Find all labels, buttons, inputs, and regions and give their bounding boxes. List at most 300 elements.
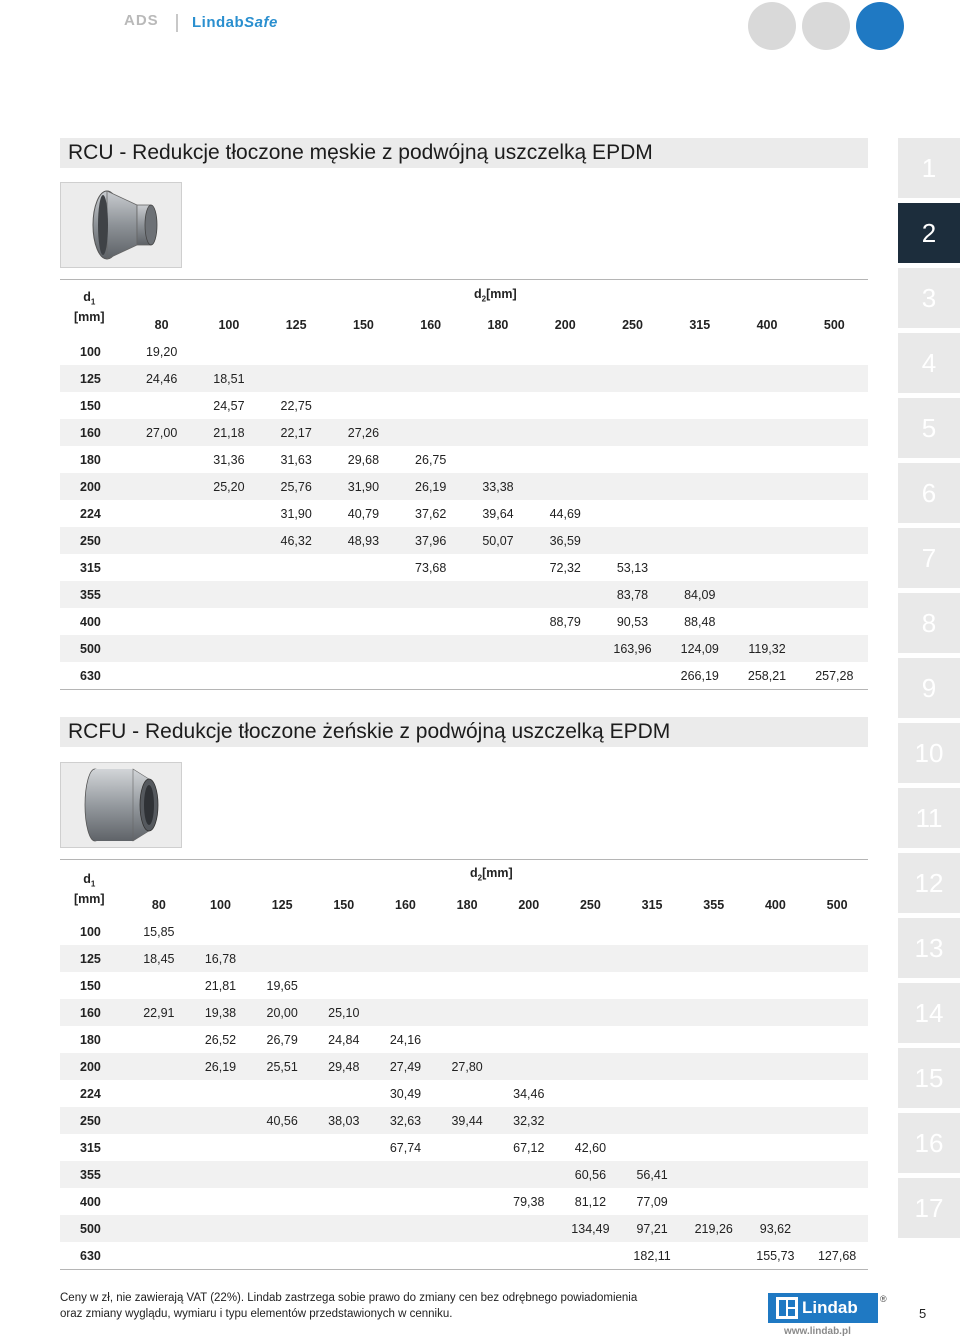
price-cell (195, 338, 262, 365)
price-cell (801, 473, 868, 500)
price-table-rcfu (60, 859, 868, 1270)
price-cell: 26,52 (204, 1032, 237, 1047)
price-cell (263, 635, 330, 662)
price-cell (128, 392, 195, 419)
price-cell (436, 945, 498, 972)
row-header: 355 (60, 1161, 128, 1188)
row-header: 400 (80, 614, 101, 629)
product-photo-rcu (60, 182, 182, 268)
tab-7[interactable]: 7 (898, 528, 960, 588)
price-cell (801, 635, 868, 662)
price-cell (375, 999, 437, 1026)
row-header: 180 (80, 452, 101, 467)
price-cell (801, 608, 868, 635)
price-cell: 22,17 (263, 419, 330, 446)
price-cell (666, 419, 733, 446)
price-cell (128, 1026, 190, 1053)
price-cell: 26,19 (397, 473, 464, 500)
column-header: 100 (210, 898, 231, 912)
price-cell (683, 1080, 745, 1107)
tab-11[interactable]: 11 (898, 788, 960, 848)
table-row (60, 554, 868, 581)
lindab-logo (768, 1293, 878, 1323)
column-header: 125 (271, 898, 293, 912)
price-cell: 36,59 (532, 527, 599, 554)
table-row (60, 1134, 868, 1161)
price-cell (621, 1053, 683, 1080)
price-cell (436, 1026, 498, 1053)
website-url: www.lindab.pl (784, 1326, 851, 1337)
header-brand (192, 14, 278, 31)
price-cell: 26,19 (190, 1053, 252, 1080)
price-cell (666, 392, 733, 419)
price-cell (263, 554, 330, 581)
price-cell (397, 581, 464, 608)
row-header: 224 (80, 506, 101, 521)
price-cell: 25,10 (313, 999, 375, 1026)
price-cell (190, 1242, 252, 1270)
price-cell (666, 446, 733, 473)
price-cell (560, 1080, 622, 1107)
column-header: 315 (689, 318, 711, 332)
price-cell: 26,79 (266, 1032, 298, 1047)
price-cell (806, 1134, 868, 1161)
tab-1[interactable]: 1 (898, 138, 960, 198)
price-cell: 81,12 (574, 1194, 607, 1209)
column-header: 400 (756, 318, 778, 332)
price-cell: 18,45 (128, 945, 190, 972)
price-cell (330, 554, 397, 581)
row-header: 630 (80, 668, 101, 683)
price-cell: 27,80 (436, 1053, 498, 1080)
table-row (60, 581, 868, 608)
price-cell (436, 999, 498, 1026)
column-header: 315 (641, 898, 663, 912)
price-cell (313, 1161, 375, 1188)
price-cell: 19,65 (266, 978, 298, 993)
price-cell (263, 608, 330, 635)
price-cell (436, 1161, 498, 1188)
table-row (60, 999, 868, 1026)
blue-circle-icon (856, 2, 904, 50)
column-header: 80 (151, 898, 166, 912)
price-cell: 37,96 (397, 527, 464, 554)
price-cell (498, 999, 560, 1026)
price-cell (330, 581, 397, 608)
footer-line-2: oraz zmiany wyglądu, wymiaru i typu elementów przedstawionych w cenniku. (60, 1308, 453, 1320)
d2-header-rcfu: $d_2[mm]$ (470, 866, 513, 883)
price-cell: 20,00 (251, 999, 313, 1026)
price-cell (733, 581, 800, 608)
price-cell (128, 1215, 190, 1242)
column-header: 355 (703, 898, 725, 912)
d1-header-rcu: $d_1$ [mm] (74, 290, 105, 324)
table-row (60, 945, 868, 972)
price-cell (733, 608, 800, 635)
table-row (60, 500, 868, 527)
d1-header-rcfu: $d_1$ [mm] (74, 872, 105, 906)
price-cell (683, 1242, 745, 1270)
table-row (60, 1161, 868, 1188)
price-cell (464, 446, 531, 473)
price-cell (801, 419, 868, 446)
price-cell (313, 1080, 375, 1107)
price-cell (532, 635, 599, 662)
price-cell (806, 1161, 868, 1188)
table-row (60, 1080, 868, 1107)
price-cell (532, 446, 599, 473)
price-cell: 77,09 (636, 1194, 668, 1209)
price-cell (464, 419, 531, 446)
price-cell (745, 999, 807, 1026)
price-cell (666, 338, 733, 365)
price-cell: 32,63 (375, 1107, 437, 1134)
price-cell (128, 473, 195, 500)
tab-2[interactable]: 2 (898, 203, 960, 263)
price-cell (560, 972, 622, 999)
column-header: 100 (218, 318, 240, 332)
price-cell (195, 554, 262, 581)
price-cell (733, 473, 800, 500)
price-cell: 27,49 (375, 1053, 437, 1080)
column-header: 125 (285, 318, 307, 332)
footer-note (60, 1290, 637, 1322)
price-cell (375, 1161, 437, 1188)
row-header: 150 (80, 978, 101, 993)
price-cell (745, 972, 807, 999)
price-cell (128, 1080, 190, 1107)
price-cell (128, 1188, 190, 1215)
price-cell (599, 500, 666, 527)
price-cell: 90,53 (616, 614, 649, 629)
price-cell (128, 662, 195, 690)
price-cell (599, 365, 666, 392)
column-header: 150 (353, 318, 374, 332)
price-cell (498, 1161, 560, 1188)
price-cell: 67,74 (389, 1140, 422, 1155)
price-cell (397, 608, 464, 635)
price-cell: 24,46 (128, 365, 195, 392)
column-header: 160 (395, 898, 416, 912)
price-cell (806, 945, 868, 972)
tab-17[interactable]: 17 (898, 1178, 960, 1238)
price-cell (733, 365, 800, 392)
price-cell (599, 419, 666, 446)
row-header: 250 (60, 527, 128, 554)
price-cell (330, 608, 397, 635)
price-cell: 83,78 (599, 581, 666, 608)
price-cell: 56,41 (621, 1161, 683, 1188)
price-cell (532, 392, 599, 419)
table-row (60, 1026, 868, 1053)
price-cell (436, 1080, 498, 1107)
price-cell (666, 527, 733, 554)
table-header-row (60, 882, 868, 918)
price-cell (464, 581, 531, 608)
price-cell: 48,93 (330, 527, 397, 554)
price-cell: 46,32 (263, 527, 330, 554)
price-cell (128, 1053, 190, 1080)
price-cell (190, 1188, 252, 1215)
table-row (60, 419, 868, 446)
row-header: 400 (80, 1194, 101, 1209)
column-header: 500 (826, 898, 848, 912)
table-row (60, 392, 868, 419)
price-cell (313, 1134, 375, 1161)
price-cell (128, 972, 190, 999)
price-cell (330, 392, 397, 419)
price-cell (621, 918, 683, 945)
price-cell (498, 918, 560, 945)
price-cell: 257,28 (815, 668, 854, 683)
price-cell (683, 1053, 745, 1080)
price-cell (801, 446, 868, 473)
price-cell (801, 500, 868, 527)
price-cell (397, 392, 464, 419)
price-cell (745, 1107, 807, 1134)
price-cell (330, 338, 397, 365)
price-cell (621, 1026, 683, 1053)
price-cell (806, 1215, 868, 1242)
price-cell (621, 945, 683, 972)
price-cell (683, 1134, 745, 1161)
price-cell (195, 608, 262, 635)
price-cell (621, 1134, 683, 1161)
price-cell: 40,79 (347, 506, 380, 521)
price-cell: 124,09 (666, 635, 733, 662)
price-cell (375, 1215, 437, 1242)
table-header-row (60, 302, 868, 338)
price-cell (436, 972, 498, 999)
price-cell (375, 1242, 437, 1270)
price-cell (397, 635, 464, 662)
tab-8[interactable]: 8 (898, 593, 960, 653)
row-header: 315 (80, 1140, 101, 1155)
lindab-logo-mark-icon (776, 1297, 798, 1319)
price-cell (251, 918, 313, 945)
price-cell (251, 1161, 313, 1188)
footer-line-1: Ceny w zł, nie zawierają VAT (22%). Lindab zastrzega sobie prawo do zmiany cen bez odrębnego powiadomienia (60, 1292, 638, 1304)
tab-9[interactable]: 9 (898, 658, 960, 718)
row-header: 160 (60, 419, 128, 446)
d2-header-rcu: $d_2[mm]$ (474, 287, 517, 304)
price-cell: 21,81 (204, 978, 237, 993)
price-table-rcu (60, 279, 868, 690)
price-cell: 22,91 (128, 999, 190, 1026)
price-cell (195, 527, 262, 554)
tab-3[interactable]: 3 (898, 268, 960, 328)
price-cell (375, 918, 437, 945)
price-cell (498, 1215, 560, 1242)
price-cell (666, 473, 733, 500)
price-cell (313, 945, 375, 972)
price-cell: 38,03 (313, 1107, 375, 1134)
tab-14[interactable]: 14 (898, 983, 960, 1043)
column-header: 250 (622, 318, 643, 332)
price-cell (745, 1026, 807, 1053)
price-cell: 88,79 (549, 614, 581, 629)
tab-13[interactable]: 13 (898, 918, 960, 978)
price-cell (330, 635, 397, 662)
price-cell (375, 1188, 437, 1215)
price-cell (313, 1215, 375, 1242)
price-cell (251, 1215, 313, 1242)
price-cell: 266,19 (680, 668, 719, 683)
row-header: 125 (60, 365, 128, 392)
price-cell (436, 1188, 498, 1215)
price-cell (532, 581, 599, 608)
price-cell (532, 338, 599, 365)
price-cell (313, 1188, 375, 1215)
row-header: 500 (60, 1215, 128, 1242)
price-cell (532, 473, 599, 500)
price-cell (683, 972, 745, 999)
price-cell (263, 338, 330, 365)
product-photo-rcfu (60, 762, 182, 848)
tab-4[interactable]: 4 (898, 333, 960, 393)
price-cell: 40,56 (251, 1107, 313, 1134)
tab-6[interactable]: 6 (898, 463, 960, 523)
price-cell: 24,84 (328, 1032, 360, 1047)
price-cell (498, 1242, 560, 1270)
price-cell (195, 581, 262, 608)
table-row (60, 338, 868, 365)
price-cell (806, 1188, 868, 1215)
price-cell (436, 1242, 498, 1270)
price-cell (560, 1053, 622, 1080)
row-header: 200 (60, 473, 128, 500)
price-cell (560, 918, 622, 945)
gray-circle-icon (748, 2, 796, 50)
table-row (60, 972, 868, 999)
price-cell (330, 365, 397, 392)
price-cell (745, 1161, 807, 1188)
row-header: 100 (80, 924, 101, 939)
row-header: 100 (80, 344, 101, 359)
header-divider (176, 14, 178, 32)
price-cell (745, 1134, 807, 1161)
price-cell (801, 365, 868, 392)
section-title-rcfu: RCFU - Redukcje tłoczone żeńskie z podwójną uszczelką EPDM (60, 717, 868, 747)
price-cell (397, 338, 464, 365)
price-cell: 26,75 (415, 452, 447, 467)
price-cell (128, 635, 195, 662)
tab-5[interactable]: 5 (898, 398, 960, 458)
price-cell (263, 581, 330, 608)
price-cell (683, 999, 745, 1026)
price-cell: 39,44 (436, 1107, 498, 1134)
price-cell: 119,32 (733, 635, 800, 662)
price-cell (464, 554, 531, 581)
table-row (60, 608, 868, 635)
price-cell: 31,90 (330, 473, 397, 500)
price-cell: 25,76 (263, 473, 330, 500)
price-cell: 34,46 (513, 1086, 545, 1101)
column-header: 200 (554, 318, 576, 332)
price-cell: 163,96 (599, 635, 666, 662)
price-cell: 73,68 (415, 560, 447, 575)
price-cell (397, 365, 464, 392)
price-cell: 72,32 (549, 560, 581, 575)
price-cell (190, 918, 252, 945)
price-cell (599, 392, 666, 419)
price-cell (498, 972, 560, 999)
price-cell (666, 554, 733, 581)
price-cell (599, 473, 666, 500)
price-cell (375, 972, 437, 999)
price-cell (464, 635, 531, 662)
price-cell: 60,56 (560, 1161, 622, 1188)
price-cell (128, 1161, 190, 1188)
price-cell (190, 1215, 252, 1242)
price-cell (464, 365, 531, 392)
price-cell (621, 972, 683, 999)
price-cell: 42,60 (574, 1140, 607, 1155)
tab-10[interactable]: 10 (898, 723, 960, 783)
table-row (60, 1107, 868, 1134)
price-cell (599, 446, 666, 473)
price-cell (532, 419, 599, 446)
price-cell: 134,49 (560, 1215, 622, 1242)
price-cell: 25,20 (195, 473, 262, 500)
row-header: 355 (60, 581, 128, 608)
column-header: 500 (823, 318, 845, 332)
price-cell: 15,85 (143, 924, 175, 939)
price-cell: 50,07 (464, 527, 531, 554)
price-cell (683, 1107, 745, 1134)
price-cell (801, 527, 868, 554)
row-header: 200 (60, 1053, 128, 1080)
row-header: 500 (60, 635, 128, 662)
price-cell: 155,73 (756, 1248, 795, 1263)
price-cell (801, 392, 868, 419)
price-cell (128, 500, 195, 527)
price-cell (251, 1080, 313, 1107)
price-cell (498, 945, 560, 972)
price-cell (599, 338, 666, 365)
row-header: 160 (60, 999, 128, 1026)
tab-12[interactable]: 12 (898, 853, 960, 913)
price-cell: 19,20 (145, 344, 178, 359)
price-cell (464, 662, 531, 690)
price-cell: 25,51 (251, 1053, 313, 1080)
price-cell (128, 1242, 190, 1270)
price-cell (745, 918, 807, 945)
page-number: 5 (919, 1306, 927, 1321)
price-cell (801, 554, 868, 581)
price-cell (375, 945, 437, 972)
price-cell: 29,68 (347, 452, 380, 467)
price-cell (806, 972, 868, 999)
price-cell (806, 918, 868, 945)
price-cell: 24,16 (389, 1032, 422, 1047)
price-cell (128, 1107, 190, 1134)
tab-16[interactable]: 16 (898, 1113, 960, 1173)
table-row (60, 473, 868, 500)
price-cell: 16,78 (190, 945, 252, 972)
price-cell: 97,21 (621, 1215, 683, 1242)
price-cell: 22,75 (280, 398, 312, 413)
tab-15[interactable]: 15 (898, 1048, 960, 1108)
price-cell (745, 1080, 807, 1107)
price-cell (251, 1242, 313, 1270)
price-cell (560, 999, 622, 1026)
table-row (60, 635, 868, 662)
column-header: 150 (333, 898, 355, 912)
price-cell: 258,21 (747, 668, 787, 683)
row-header: 180 (80, 1032, 101, 1047)
price-cell (190, 1107, 252, 1134)
